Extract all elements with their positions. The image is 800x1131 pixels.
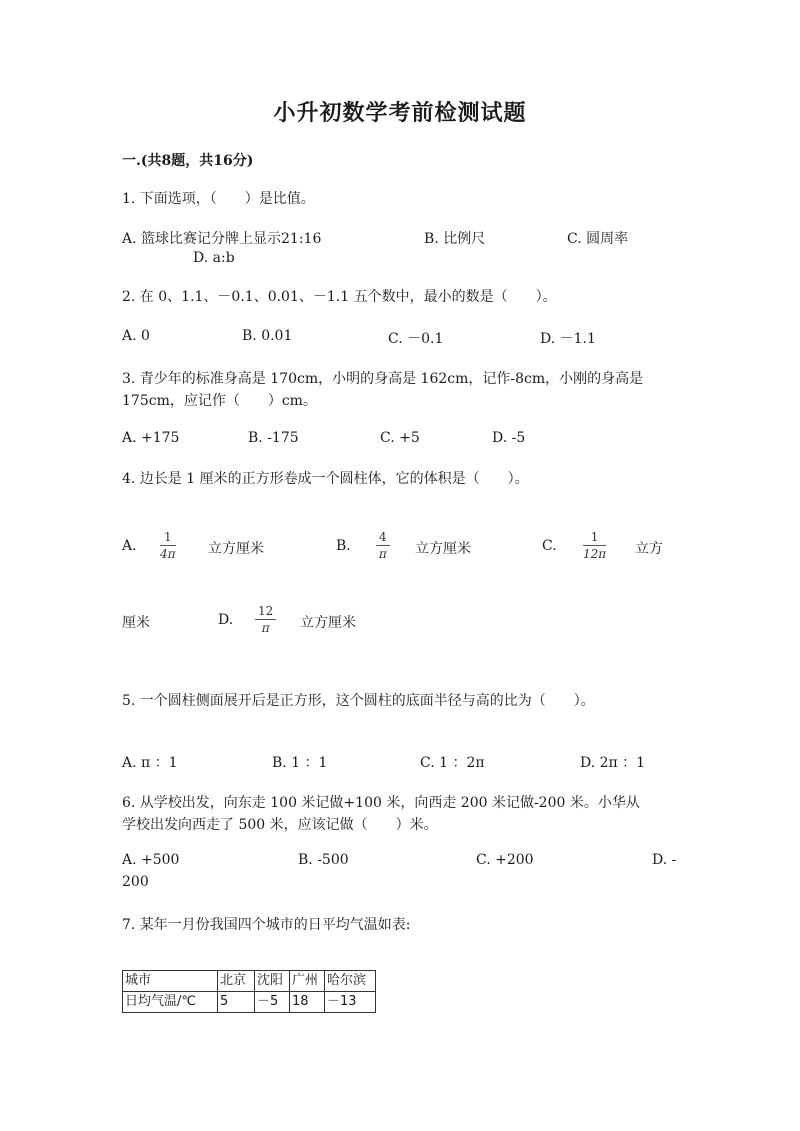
question-5-option-b: B. 1 ：1 <box>272 755 328 771</box>
question-1-option-d: D. a:b <box>193 250 235 266</box>
fraction-denominator: π <box>378 547 387 561</box>
question-6-option-d-continued: 200 <box>122 874 149 890</box>
question-1-stem: 1. 下面选项，（ ）是比值。 <box>122 191 315 207</box>
question-6-option-a: A. +500 <box>122 852 180 868</box>
question-4-option-c-unit: 立方 <box>635 541 663 557</box>
table-cell: －13 <box>325 992 376 1013</box>
question-4-option-b-fraction <box>376 530 390 561</box>
question-4-option-a-label: A. <box>122 538 137 554</box>
question-5-option-d: D. 2π ：1 <box>580 755 646 771</box>
question-1-option-a: A. 篮球比赛记分牌上显示21:16 <box>122 231 322 247</box>
table-row <box>123 992 376 1013</box>
question-4-option-d-fraction <box>255 604 276 635</box>
question-3-stem-line-1: 3. 青少年的标准身高是 170cm，小明的身高是 162cm，记作-8cm，小刚的身高是 <box>122 371 644 387</box>
question-4-option-b-label: B. <box>336 538 351 554</box>
question-7-stem: 7. 某年一月份我国四个城市的日平均气温如表: <box>122 917 411 933</box>
table-cell: －5 <box>255 992 290 1013</box>
fraction-numerator: 4 <box>379 530 387 544</box>
question-5-stem: 5. 一个圆柱侧面展开后是正方形，这个圆柱的底面半径与高的比为（ ）。 <box>122 693 595 709</box>
question-6-option-c: C. +200 <box>476 852 534 868</box>
question-4-option-d-unit: 立方厘米 <box>300 615 356 631</box>
question-6-option-b: B. -500 <box>298 852 349 868</box>
question-3-option-c: C. +5 <box>380 430 420 446</box>
question-5-option-c: C. 1 ：2π <box>420 755 485 771</box>
question-2-option-d: D. －1.1 <box>540 331 596 347</box>
question-6-stem-line-1: 6. 从学校出发，向东走 100 米记做+100 米，向西走 200 米记做-200 米。小华从 <box>122 795 640 811</box>
page-title: 小升初数学考前检测试题 <box>273 100 527 126</box>
table-header-cell: 沈阳 <box>255 971 290 992</box>
table-header-cell: 北京 <box>218 971 255 992</box>
question-4-stem: 4. 边长是 1 厘米的正方形卷成一个圆柱体，它的体积是（ ）。 <box>122 471 529 487</box>
question-6-stem-line-2: 学校出发向西走了 500 米，应该记做（ ）米。 <box>122 817 438 833</box>
question-4-option-c-unit-continued: 厘米 <box>122 615 150 631</box>
question-1-option-b: B. 比例尺 <box>424 231 486 247</box>
fraction-numerator: 1 <box>163 530 172 544</box>
fraction-numerator: 12 <box>258 604 274 618</box>
table-header-cell: 城市 <box>123 971 218 992</box>
question-3-stem-line-2: 175cm，应记作（ ）cm。 <box>122 393 317 409</box>
temperature-table <box>122 970 376 1013</box>
question-4-option-c-label: C. <box>542 538 557 554</box>
question-3-option-b: B. -175 <box>248 430 299 446</box>
question-2-option-c: C. －0.1 <box>388 331 444 347</box>
fraction-denominator: 12π <box>583 547 607 561</box>
question-3-option-a: A. +175 <box>122 430 180 446</box>
question-1-option-c: C. 圆周率 <box>567 231 629 247</box>
fraction-denominator: π <box>261 621 270 635</box>
question-4-option-a-unit: 立方厘米 <box>208 541 264 557</box>
table-cell: 18 <box>290 992 325 1013</box>
fraction-numerator: 1 <box>590 530 599 544</box>
question-4-option-b-unit: 立方厘米 <box>415 541 471 557</box>
question-5-option-a: A. π ：1 <box>122 755 178 771</box>
table-cell: 日均气温/℃ <box>123 992 218 1013</box>
table-header-cell: 哈尔滨 <box>325 971 376 992</box>
question-2-option-a: A. 0 <box>122 328 150 344</box>
question-2-option-b: B. 0.01 <box>242 328 293 344</box>
question-4-option-d-label: D. <box>218 612 234 628</box>
table-row <box>123 971 376 992</box>
section-heading: 一.(共8题，共16分) <box>122 153 254 169</box>
question-6-option-d: D. - <box>652 852 677 868</box>
table-cell: 5 <box>218 992 255 1013</box>
question-2-stem: 2. 在 0、1.1、－0.1、0.01、－1.1 五个数中，最小的数是（ ）。 <box>122 289 557 305</box>
fraction-denominator: 4π <box>160 547 176 561</box>
question-3-option-d: D. -5 <box>492 430 526 446</box>
table-header-cell: 广州 <box>290 971 325 992</box>
question-4-option-a-fraction <box>160 530 176 561</box>
question-4-option-c-fraction <box>583 530 606 561</box>
